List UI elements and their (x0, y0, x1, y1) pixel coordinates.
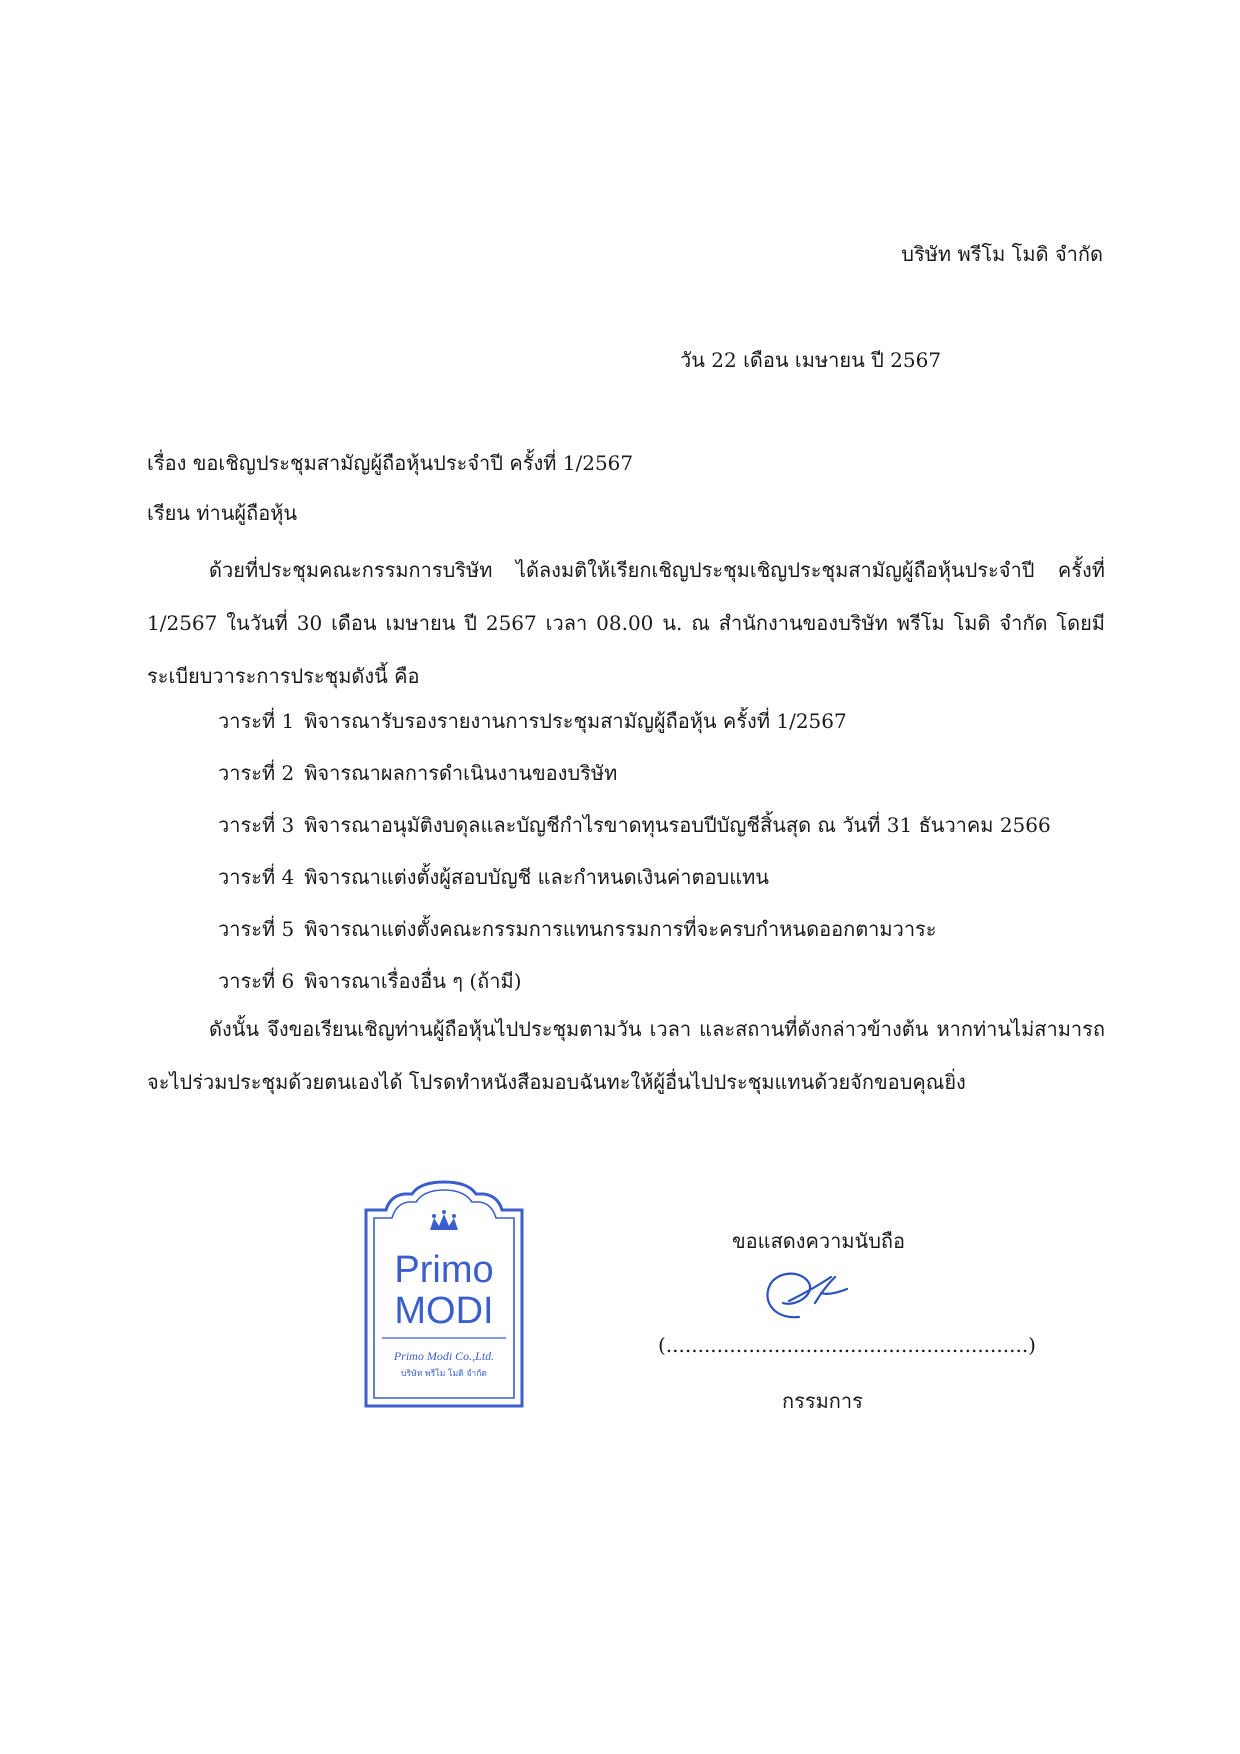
agenda-text: พิจารณาผลการดำเนินงานของบริษัท (304, 761, 618, 785)
company-stamp (360, 1180, 528, 1410)
crown-icon (430, 1210, 458, 1230)
agenda-list (218, 695, 1051, 1007)
signature-name-line: (.........................................................) (658, 1333, 1036, 1357)
agenda-number: วาระที่ 3 (218, 813, 295, 837)
stamp-line3: Primo Modi Co.,Ltd. (393, 1349, 495, 1363)
letter-salutation: เรียน ท่านผู้ถือหุ้น (147, 501, 298, 525)
stamp-line1: Primo (394, 1249, 494, 1291)
agenda-item (218, 955, 1051, 1007)
company-name: บริษัท พรีโม โมดิ จำกัด (901, 242, 1103, 266)
agenda-number: วาระที่ 4 (218, 865, 295, 889)
letter-date: วัน 22 เดือน เมษายน ปี 2567 (680, 348, 942, 372)
agenda-item (218, 799, 1051, 851)
agenda-item (218, 851, 1051, 903)
agenda-text: พิจารณาแต่งตั้งผู้สอบบัญชี และกำหนดเงินค่าตอบแทน (304, 865, 769, 889)
signatory-title: กรรมการ (782, 1389, 863, 1413)
agenda-text: พิจารณาเรื่องอื่น ๆ (ถ้ามี) (304, 969, 522, 993)
agenda-number: วาระที่ 6 (218, 969, 295, 993)
letter-subject: เรื่อง ขอเชิญประชุมสามัญผู้ถือหุ้นประจำปี ครั้งที่ 1/2567 (147, 451, 634, 475)
sign-off: ขอแสดงความนับถือ (732, 1229, 906, 1253)
letter-closing-paragraph: ดังนั้น จึงขอเรียนเชิญท่านผู้ถือหุ้นไปประชุมตามวัน เวลา และสถานที่ดังกล่าวข้างต้น หากท่านไม่สามารถจะไปร่วมประชุมด้วยตนเองได้ โปรดทำหนังสือมอบฉันทะให้ผู้อื่นไปประชุมแทนด้วยจักขอบคุณยิ่ง (147, 1017, 1105, 1094)
agenda-number: วาระที่ 1 (218, 709, 295, 733)
agenda-item (218, 695, 1051, 747)
agenda-text: พิจารณารับรองรายงานการประชุมสามัญผู้ถือหุ้น ครั้งที่ 1/2567 (304, 709, 847, 733)
letter-body-paragraph: ด้วยที่ประชุมคณะกรรมการบริษัท ได้ลงมติให้เรียกเชิญประชุมเชิญประชุมสามัญผู้ถือหุ้นประจำปี ครั้งที่ 1/2567 ในวันที่ 30 เดือน เมษายน ปี 2567 เวลา 08.00 น. ณ สำนักงานของบริษัท พรีโม โมดิ จำกัด โดยมีระเบียบวาระการประชุมดังนี้ คือ (147, 558, 1105, 688)
agenda-number: วาระที่ 5 (218, 917, 295, 941)
agenda-text: พิจารณาแต่งตั้งคณะกรรมการแทนกรรมการที่จะครบกำหนดออกตามวาระ (304, 917, 937, 941)
agenda-item (218, 747, 1051, 799)
handwritten-signature (755, 1263, 855, 1323)
agenda-number: วาระที่ 2 (218, 761, 295, 785)
agenda-item (218, 903, 1051, 955)
agenda-text: พิจารณาอนุมัติงบดุลและบัญชีกำไรขาดทุนรอบปีบัญชีสิ้นสุด ณ วันที่ 31 ธันวาคม 2566 (304, 813, 1051, 837)
stamp-line2: MODI (394, 1290, 494, 1332)
stamp-line4: บริษัท พรีโม โมดิ จำกัด (401, 1369, 487, 1379)
